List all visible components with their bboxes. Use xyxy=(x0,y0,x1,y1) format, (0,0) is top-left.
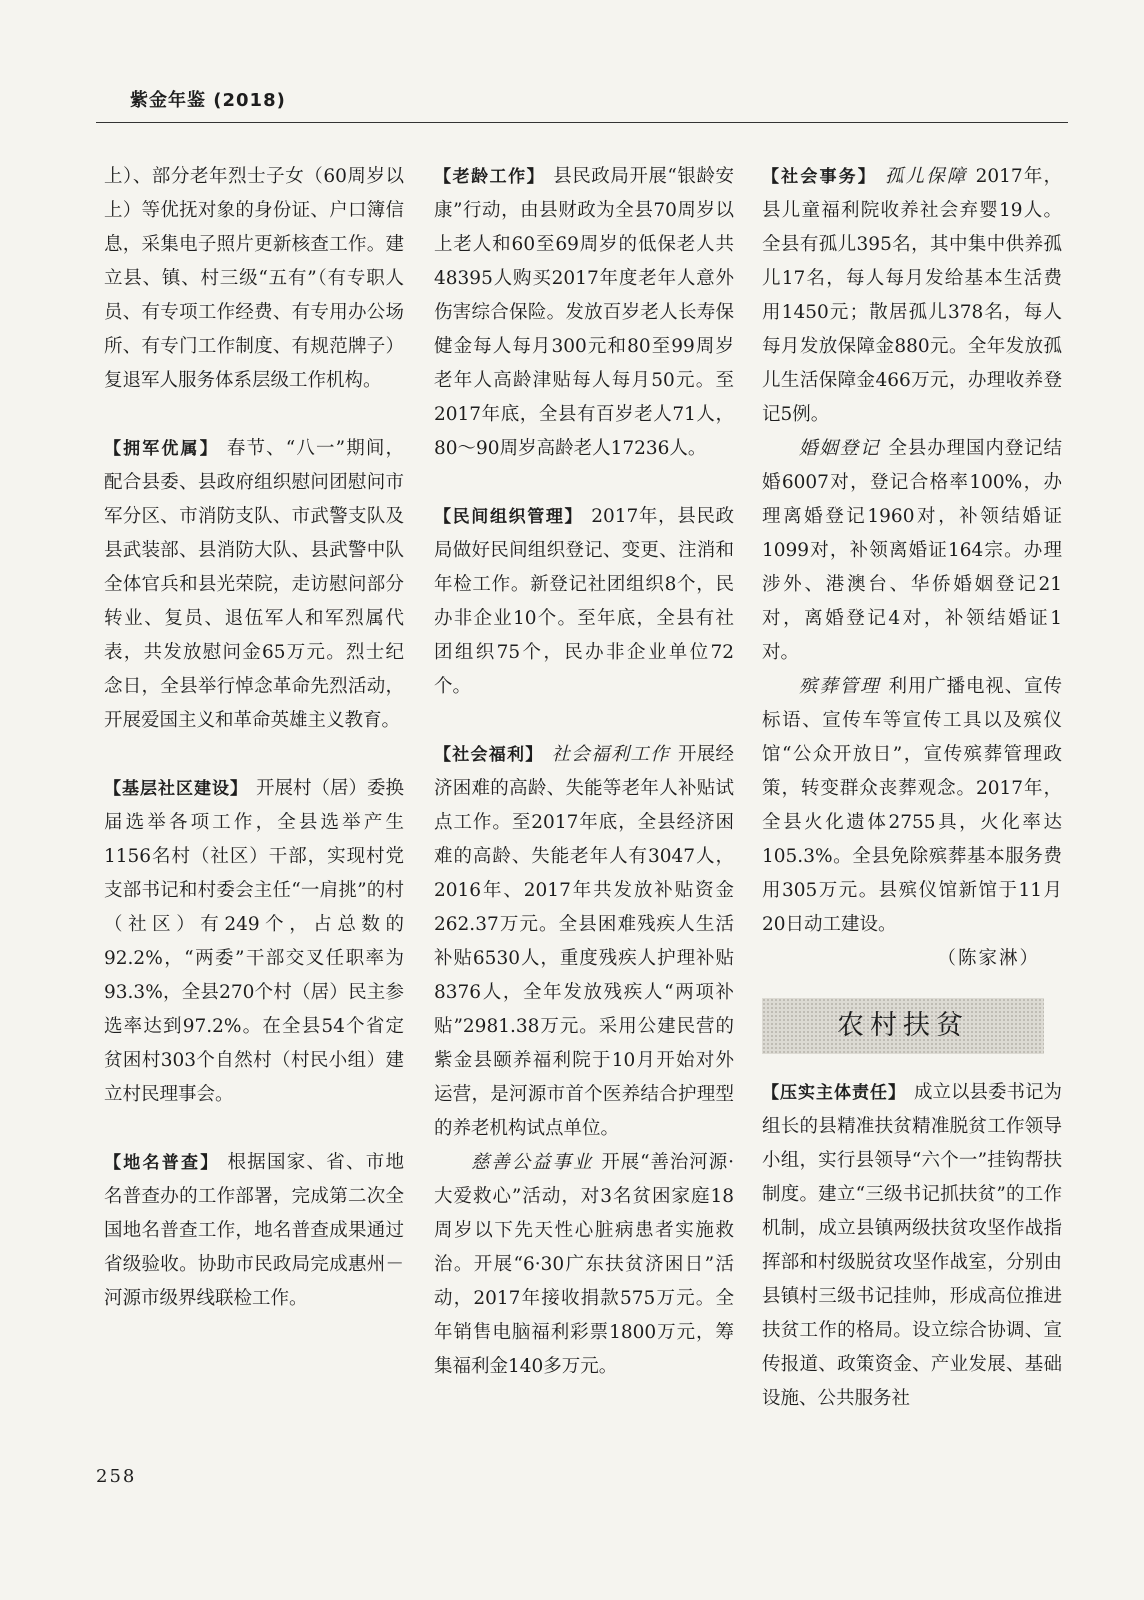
paragraph-charity xyxy=(434,1146,734,1384)
section-heading: 【民间组织管理】 xyxy=(434,507,584,527)
subsection-label: 孤儿保障 xyxy=(884,166,968,187)
paragraph-text: 上）、部分老年烈士子女（60周岁以上）等优抚对象的身份证、户口簿信息，采集电子照片更新核查工作。建立县、镇、村三级“五有”（有专职人员、有专项工作经费、有专用办公场所、有专门工作制度、有规范牌子）复退军人服务体系层级工作机构。 xyxy=(104,166,404,391)
paragraph-text: 根据国家、省、市地名普查办的工作部署，完成第二次全国地名普查工作，地名普查成果通过省级验收。协助市民政局完成惠州－河源市级界线联检工作。 xyxy=(104,1152,404,1309)
paragraph-text: 开展经济困难的高龄、失能等老年人补贴试点工作。至2017年底，全县经济困难的高龄、失能老年人有3047人，2016年、2017年共发放补贴资金262.37万元。全县困难残疾人生活补贴6530人，重度残疾人护理补贴8376人，全年发放残疾人“两项补贴”2981.38万元。采用公建民营的紫金县颐养福利院于10月开始对外运营，是河源市首个医养结合护理型的养老机构试点单位。 xyxy=(434,744,734,1139)
paragraph-text: 2017年，县儿童福利院收养社会弃婴19人。全县有孤儿395名，其中集中供养孤儿17名，每人每月发给基本生活费用1450元；散居孤儿378名，每人每月发放保障金880元。全年发放孤儿生活保障金466万元，办理收养登记5例。 xyxy=(762,166,1062,425)
section-heading: 【社会福利】 xyxy=(434,745,544,765)
section-banner xyxy=(762,998,1044,1054)
paragraph-text: 县民政局开展“银龄安康”行动，由县财政为全县70周岁以上老人和60至69周岁的低保老人共48395人购买2017年度老年人意外伤害综合保险。发放百岁老人长寿保健金每人每月300元和80至99周岁老年人高龄津贴每人每月50元。至2017年底，全县有百岁老人71人，80～90周岁高龄老人17236人。 xyxy=(434,166,734,459)
text-column-2 xyxy=(434,160,734,1384)
paragraph-text: 春节、“八一”期间，配合县委、县政府组织慰问团慰问市军分区、市消防支队、市武警支队及县武装部、县消防大队、县武警中队全体官兵和县光荣院，走访慰问部分转业、复员、退伍军人和军烈属代表，共发放慰问金65万元。烈士纪念日，全县举行悼念革命先烈活动，开展爱国主义和革命英雄主义教育。 xyxy=(104,438,405,731)
subsection-label: 殡葬管理 xyxy=(799,676,881,697)
paragraph-elderly-work xyxy=(434,160,734,466)
section-heading: 【老龄工作】 xyxy=(434,167,546,187)
paragraph-place-name-census xyxy=(104,1146,404,1316)
paragraph-main-responsibility xyxy=(762,1076,1062,1416)
section-heading: 【拥军优属】 xyxy=(104,439,219,459)
author-credit: （陈家淋） xyxy=(937,948,1040,969)
section-heading: 【地名普查】 xyxy=(104,1153,220,1173)
section-heading: 【社会事务】 xyxy=(762,167,877,187)
paragraph-continued xyxy=(104,160,404,398)
paragraph-text: 开展“善治河源·大爱救心”活动，对3名贫困家庭18周岁以下先天性心脏病患者实施救治。开展“6·30广东扶贫济困日”活动，2017年接收捐款575万元。全年销售电脑福利彩票1800万元，筹集福利金140多万元。 xyxy=(434,1152,734,1377)
text-column-1 xyxy=(104,160,404,1316)
paragraph-community-building xyxy=(104,772,404,1112)
section-heading: 【基层社区建设】 xyxy=(104,779,248,799)
section-heading: 【压实主体责任】 xyxy=(762,1083,906,1103)
paragraph-text: 利用广播电视、宣传标语、宣传车等宣传工具以及殡仪馆“公众开放日”，宣传殡葬管理政策，转变群众丧葬观念。2017年，全县火化遗体2755具，火化率达105.3%。全县免除殡葬基本服务费用305万元。县殡仪馆新馆于11月20日动工建设。 xyxy=(762,676,1062,935)
paragraph-text: 2017年，县民政局做好民间组织登记、变更、注消和年检工作。新登记社团组织8个，民办非企业10个。至年底，全县有社团组织75个，民办非企业单位72个。 xyxy=(434,506,735,697)
paragraph-text: 全县办理国内登记结婚6007对，登记合格率100%，办理离婚登记1960对，补领结婚证1099对，补领离婚证164宗。办理涉外、港澳台、华侨婚姻登记21对，离婚登记4对，补领结婚证1对。 xyxy=(762,438,1062,663)
subsection-label: 慈善公益事业 xyxy=(471,1152,594,1173)
text-column-3 xyxy=(762,160,1062,1416)
header-divider xyxy=(96,122,1068,123)
paragraph-army-support xyxy=(104,432,404,738)
running-header-title: 紫金年鉴 (2018) xyxy=(130,90,286,111)
paragraph-funeral-management xyxy=(762,670,1062,942)
paragraph-social-welfare xyxy=(434,738,734,1146)
paragraph-civil-org-management xyxy=(434,500,734,704)
subsection-label: 婚姻登记 xyxy=(799,438,881,459)
paragraph-text: 开展村（居）委换届选举各项工作，全县选举产生1156名村（社区）干部，实现村党支部书记和村委会主任“一肩挑”的村（社区）有249个，占总数的92.2%，“两委”干部交叉任职率为93.3%，全县270个村（居）民主参选率达到97.2%。在全县54个省定贫困村303个自然村（村民小组）建立村民理事会。 xyxy=(104,778,405,1105)
subsection-label: 社会福利工作 xyxy=(551,744,670,765)
page-number: 258 xyxy=(96,1466,137,1487)
section-title: 农村扶贫 xyxy=(837,1010,969,1041)
paragraph-social-affairs xyxy=(762,160,1062,432)
paragraph-marriage-registration xyxy=(762,432,1062,670)
paragraph-text: 成立以县委书记为组长的县精准扶贫精准脱贫工作领导小组，实行县领导“六个一”挂钩帮扶制度。建立“三级书记抓扶贫”的工作机制，成立县镇两级扶贫攻坚作战指挥部和村级脱贫攻坚作战室，分别由县镇村三级书记挂帅，形成高位推进扶贫工作的格局。设立综合协调、宣传报道、政策资金、产业发展、基础设施、公共服务社 xyxy=(762,1082,1063,1409)
